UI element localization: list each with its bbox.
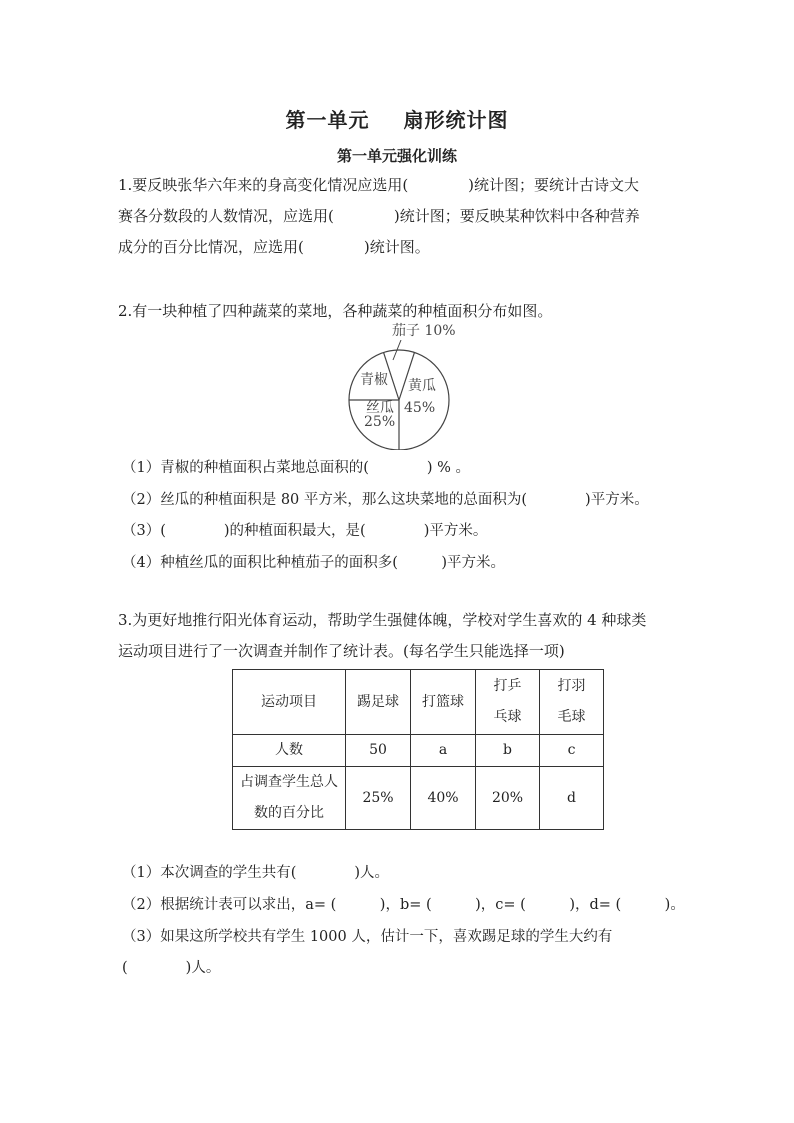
q2-sub-3: （3）( )的种植面积最大，是( )平方米。	[122, 523, 488, 539]
table-header-cell: 打羽毛球	[540, 670, 604, 735]
table-cell: 人数	[233, 735, 346, 767]
title-unit: 第一单元	[285, 108, 370, 132]
question-3-stem	[118, 605, 678, 667]
question-1	[118, 170, 678, 263]
page-subtitle: 第一单元强化训练	[336, 147, 457, 165]
pie-label-cucumber: 黄瓜 45%	[404, 378, 436, 416]
table-cell: 20%	[476, 767, 540, 830]
question-2-stem: 2.有一块种植了四种蔬菜的菜地，各种蔬菜的种植面积分布如图。	[118, 302, 553, 320]
table-cell: a	[411, 735, 476, 767]
q2-sub-2: （2）丝瓜的种植面积是 80 平方米，那么这块菜地的总面积为( )平方米。	[122, 492, 649, 508]
q3-sub-2: （2）根据统计表可以求出，a= ( )，b= ( )，c= ( )，d= ( )。	[122, 897, 685, 913]
table-row	[233, 767, 604, 830]
table-cell: 25%	[346, 767, 411, 830]
pie-label-eggplant-value: 10%	[424, 323, 456, 339]
title-topic: 扇形统计图	[403, 108, 509, 132]
q3-sub-1: （1）本次调查的学生共有( )人。	[122, 865, 390, 881]
table-header-cell: 打乒乓球	[476, 670, 540, 735]
vegetable-pie-chart	[346, 340, 456, 450]
table-header-cell: 踢足球	[346, 670, 411, 735]
pie-label-loofah: 丝瓜 25%	[364, 400, 396, 430]
q2-sub-1: （1）青椒的种植面积占菜地总面积的( ) % 。	[122, 460, 471, 476]
table-row-header	[233, 670, 604, 735]
sports-survey-table	[232, 669, 604, 830]
q1-line-3: 成分的百分比情况，应选用( )统计图。	[118, 238, 430, 256]
q1-line-1: 1.要反映张华六年来的身高变化情况应选用( )统计图；要统计古诗文大	[118, 176, 640, 194]
table-cell: 50	[346, 735, 411, 767]
q3-sub-3-line-1: （3）如果这所学校共有学生 1000 人，估计一下，喜欢踢足球的学生大约有	[122, 929, 613, 945]
table-cell: b	[476, 735, 540, 767]
pie-label-pepper: 青椒	[360, 372, 388, 388]
table-row	[233, 735, 604, 767]
table-cell: 40%	[411, 767, 476, 830]
table-header-cell: 运动项目	[233, 670, 346, 735]
pie-label-eggplant-name: 茄子	[392, 323, 420, 339]
page-title	[0, 104, 794, 133]
table-header-cell: 打篮球	[411, 670, 476, 735]
q1-line-2: 赛各分数段的人数情况，应选用( )统计图；要反映某种饮料中各种营养	[118, 207, 640, 225]
q3-stem-line-1: 3.为更好地推行阳光体育运动，帮助学生强健体魄，学校对学生喜欢的 4 种球类	[118, 611, 647, 629]
q2-sub-4: （4）种植丝瓜的面积比种植茄子的面积多( )平方米。	[122, 555, 506, 571]
q3-sub-3-line-2: ( )人。	[122, 960, 221, 976]
pie-label-eggplant	[392, 320, 456, 340]
table-cell: 占调查学生总人数的百分比	[233, 767, 346, 830]
table-cell: c	[540, 735, 604, 767]
q3-stem-line-2: 运动项目进行了一次调查并制作了统计表。(每名学生只能选择一项)	[118, 642, 565, 660]
table-cell: d	[540, 767, 604, 830]
